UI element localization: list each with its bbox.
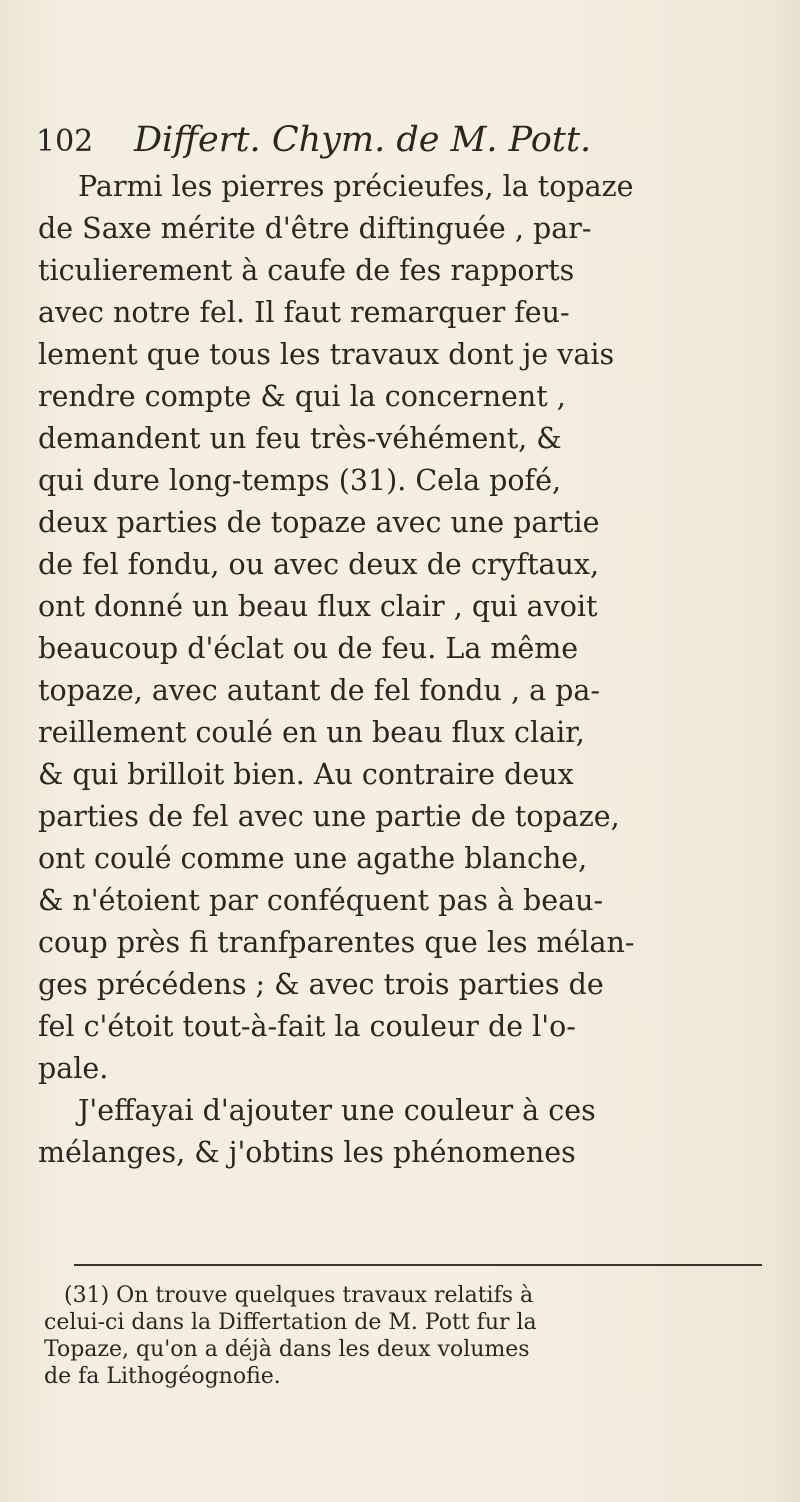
text-line: pale. [38, 1052, 109, 1085]
text-line: qui dure long-temps (31). Cela pofé, [38, 464, 562, 497]
text-line: lement que tous les travaux dont je vais [38, 338, 615, 371]
footnote-line: celui-ci dans la Differtation de M. Pott fur la [44, 1310, 537, 1335]
text-line: ont donné un beau flux clair , qui avoit [38, 590, 598, 623]
text-line: fel c'étoit tout-à-fait la couleur de l'o- [38, 1010, 576, 1043]
text-line: ont coulé comme une agathe blanche, [38, 842, 588, 875]
text-line: demandent un feu très-véhément, & [38, 422, 562, 455]
page-number: 102 [36, 124, 94, 159]
main-text [38, 166, 778, 1174]
text-line: reillement coulé en un beau flux clair, [38, 716, 585, 749]
text-line: topaze, avec autant de fel fondu , a pa- [38, 674, 600, 707]
text-line: rendre compte & qui la concernent , [38, 380, 566, 413]
footnote [44, 1282, 774, 1390]
text-line: J'effayai d'ajouter une couleur à ces [78, 1094, 596, 1127]
running-title: Differt. Chym. de M. Pott. [134, 120, 592, 160]
text-line: mélanges, & j'obtins les phénomenes [38, 1136, 576, 1169]
text-line: & qui brilloit bien. Au contraire deux [38, 758, 574, 791]
text-line: coup près fi tranfparentes que les mélan- [38, 926, 635, 959]
text-line: & n'étoient par conféquent pas à beau- [38, 884, 604, 917]
footnote-line: Topaze, qu'on a déjà dans les deux volumes [44, 1337, 530, 1362]
text-line: de Saxe mérite d'être diftinguée , par- [38, 212, 592, 245]
text-line: parties de fel avec une partie de topaze, [38, 800, 620, 833]
text-line: ticulierement à caufe de fes rapports [38, 254, 575, 287]
text-line: Parmi les pierres précieufes, la topaze [78, 170, 634, 203]
footnote-line: de fa Lithogéognofie. [44, 1364, 281, 1389]
footnote-line: (31) On trouve quelques travaux relatifs à [64, 1283, 534, 1308]
page-header [36, 120, 776, 170]
text-line: avec notre fel. Il faut remarquer feu- [38, 296, 570, 329]
text-line: beaucoup d'éclat ou de feu. La même [38, 632, 579, 665]
footnote-rule [74, 1264, 762, 1266]
text-line: de fel fondu, ou avec deux de cryftaux, [38, 548, 600, 581]
text-line: ges précédens ; & avec trois parties de [38, 968, 604, 1001]
text-line: deux parties de topaze avec une partie [38, 506, 600, 539]
